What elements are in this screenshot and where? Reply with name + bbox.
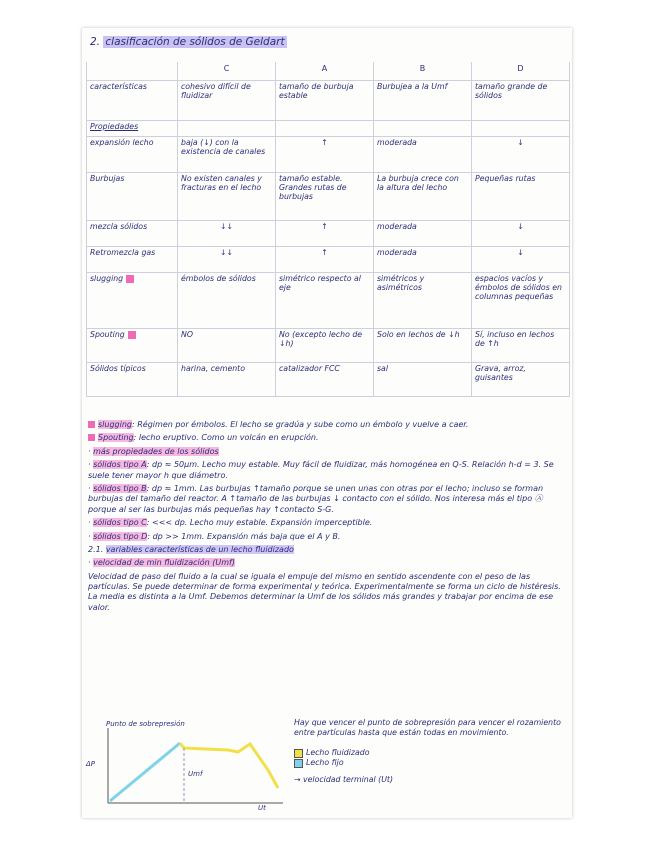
- table-cell: [276, 121, 374, 137]
- table-cell: ↓: [472, 221, 570, 247]
- umf-graph: [88, 718, 288, 813]
- note-term: slugging: [98, 420, 132, 429]
- row-label: expansión lecho: [87, 137, 178, 173]
- row-label: Sólidos típicos: [87, 363, 178, 397]
- table-cell: ↓↓: [178, 221, 276, 247]
- table-header-cell: [87, 62, 178, 81]
- geldart-table: [86, 62, 570, 397]
- table-cell: moderada: [374, 137, 472, 173]
- note-type-d: · sólidos tipo D: dp >> 1mm. Expansión más baja que el A y B.: [88, 531, 341, 541]
- table-row: [87, 363, 570, 397]
- table-cell: ↑: [276, 247, 374, 273]
- graph-peak-label: Punto de sobrepresión: [106, 720, 185, 728]
- umf-graph-svg: [88, 718, 288, 813]
- blue-swatch: [294, 759, 303, 768]
- table-cell: ↑: [276, 221, 374, 247]
- graph-y-label: ΔP: [86, 760, 96, 768]
- table-row: [87, 329, 570, 363]
- note-type-c: · sólidos tipo C: <<< dp. Lecho muy estable. Expansión imperceptible.: [88, 518, 373, 528]
- table-cell: NO: [178, 329, 276, 363]
- table-header-cell: B: [374, 62, 472, 81]
- table-cell: ↓: [472, 247, 570, 273]
- legend-item-fixed: [294, 758, 564, 768]
- pink-bullet: [88, 434, 95, 441]
- table-cell: Pequeñas rutas: [472, 173, 570, 221]
- note-term: sólidos tipo D: [93, 531, 148, 541]
- note-more-props: · más propiedades de los sólidos: [88, 446, 219, 456]
- table-cell: simétricos y asimétricos: [374, 273, 472, 329]
- table-cell: [374, 121, 472, 137]
- table-cell: espacios vacíos y émbolos de sólidos en columnas pequeñas: [472, 273, 570, 329]
- table-row: [87, 173, 570, 221]
- table-cell: Grava, arroz, guisantes: [472, 363, 570, 397]
- row-label: Spouting: [90, 330, 125, 339]
- graph-legend: [294, 718, 564, 785]
- graph-umf-label: Umf: [188, 770, 203, 778]
- fluid-bed-line: [180, 743, 278, 788]
- fixed-bed-line: [110, 743, 180, 801]
- note-term: sólidos tipo C: [93, 518, 147, 528]
- table-cell: émbolos de sólidos: [178, 273, 276, 329]
- table-row: [87, 81, 570, 121]
- table-cell: No (excepto lecho de ↓h): [276, 329, 374, 363]
- table-row: [87, 273, 570, 329]
- row-label: slugging: [90, 274, 124, 283]
- row-label: Retromezcla gas: [87, 247, 178, 273]
- section-title: [90, 36, 287, 48]
- table-row: [87, 221, 570, 247]
- table-row: [87, 137, 570, 173]
- note-text: : dp >> 1mm. Expansión más baja que el A y B.: [147, 531, 341, 541]
- section-number: 2.: [90, 36, 101, 48]
- yellow-swatch: [294, 749, 303, 758]
- note-term: velocidad de min fluidización (Umf): [93, 558, 235, 568]
- table-cell: moderada: [374, 247, 472, 273]
- table-cell: Burbujea a la Umf: [374, 81, 472, 121]
- row-label: Burbujas: [87, 173, 178, 221]
- subsection-title: [88, 545, 566, 555]
- table-cell: cohesivo difícil de fluidizar: [178, 81, 276, 121]
- note-type-a: · sólidos tipo A: dp ≈ 50μm. Lecho muy estable. Muy fácil de fluidizar, más homogénea en Q-S. Relación h-d = 3. Se suele tener mayor h que diámetro.: [88, 460, 554, 480]
- row-label-cell: [87, 329, 178, 363]
- properties-header: Propiedades: [87, 121, 178, 137]
- highlight-mark: [128, 331, 136, 339]
- note-term: Spouting: [98, 433, 134, 443]
- note-text: : <<< dp. Lecho muy estable. Expansión imperceptible.: [146, 518, 373, 528]
- table-cell: sal: [374, 363, 472, 397]
- note-term: sólidos tipo A: [93, 460, 147, 470]
- table-cell: tamaño estable. Grandes rutas de burbujas: [276, 173, 374, 221]
- table-cell: simétrico respecto al eje: [276, 273, 374, 329]
- table-cell: [178, 121, 276, 137]
- table-row: [87, 247, 570, 273]
- legend-label: Lecho fluidizado: [306, 748, 370, 758]
- table-cell: No existen canales y fracturas en el lecho: [178, 173, 276, 221]
- table-header-cell: D: [472, 62, 570, 81]
- table-header-cell: A: [276, 62, 374, 81]
- section-title-text: clasificación de sólidos de Geldart: [105, 36, 285, 48]
- table-cell: moderada: [374, 221, 472, 247]
- note-text: : lecho eruptivo. Como un volcán en erupción.: [133, 433, 319, 443]
- table-cell: baja (↓) con la existencia de canales: [178, 137, 276, 173]
- legend-label: Lecho fijo: [306, 758, 344, 768]
- note-slugging: [88, 420, 566, 430]
- table-row: [87, 121, 570, 137]
- row-label: características: [87, 81, 178, 121]
- table-cell: harina, cemento: [178, 363, 276, 397]
- note-text: : dp ≈ 1mm. Las burbujas ↑tamaño porque se unen unas con otras por el lecho; incluso se forman burbujas del tamaño del reactor. A ↑tamaño de las burbujas ↓ contacto con el sólido. Nos interesa más el tipo Ⓐ porque al ser las burbujas más pequeñas hay ↑contacto S-G.: [88, 483, 544, 514]
- table-cell: catalizador FCC: [276, 363, 374, 397]
- legend-explanation: Hay que vencer el punto de sobrepresión para vencer el rozamiento entre partículas hasta que están todas en movimiento.: [294, 718, 561, 738]
- note-term: más propiedades de los sólidos: [93, 446, 219, 456]
- notes-block: [88, 420, 566, 616]
- legend-terminal: → velocidad terminal (Ut): [294, 774, 394, 784]
- table-cell: tamaño grande de sólidos: [472, 81, 570, 121]
- table-cell: tamaño de burbuja estable: [276, 81, 374, 121]
- note-text: : dp ≈ 50μm. Lecho muy estable. Muy fácil de fluidizar, más homogénea en Q-S. Relación h-d = 3. Se suele tener mayor h que diámetro.: [88, 460, 554, 480]
- notebook-page: [82, 28, 572, 818]
- table-header-row: [87, 62, 570, 81]
- pink-bullet: [88, 421, 95, 428]
- subsection-title-text: variables características de un lecho fluidizado: [105, 544, 294, 554]
- note-type-b: · sólidos tipo B: dp ≈ 1mm. Las burbujas ↑tamaño porque se unen unas con otras por el lecho; incluso se forman burbujas del tamaño del reactor. A ↑tamaño de las burbujas ↓ contacto con el sólido. Nos interesa más el tipo Ⓐ porque al ser las burbujas más pequeñas hay ↑contacto S-G.: [88, 483, 544, 514]
- note-spouting: [88, 433, 566, 443]
- table-cell: ↓: [472, 137, 570, 173]
- legend-terminal-text: velocidad terminal (Ut): [303, 774, 394, 784]
- table-cell: ↓↓: [178, 247, 276, 273]
- table-header-cell: C: [178, 62, 276, 81]
- row-label-cell: [87, 273, 178, 329]
- table-cell: Sí, incluso en lechos de ↑h: [472, 329, 570, 363]
- note-term: sólidos tipo B: [93, 483, 147, 493]
- table-cell: [472, 121, 570, 137]
- row-label: mezcla sólidos: [87, 221, 178, 247]
- table-cell: Solo en lechos de ↓h: [374, 329, 472, 363]
- note-umf-text: Velocidad de paso del fluido a la cual se iguala el empuje del mismo en sentido ascendente con el peso de las partículas. Se puede determinar de forma experimental y teórica. Experimentalmente se forma un ciclo de histéresis. La media es distinta a la Umf. Debemos determinar la Umf de los sólidos más grandes y trabajar por encima de ese valor.: [88, 571, 561, 612]
- highlight-mark: [126, 275, 134, 283]
- graph-x-label: Ut: [258, 804, 266, 812]
- note-text: : Régimen por émbolos. El lecho se gradúa y sube como un émbolo y vuelve a caer.: [132, 420, 469, 429]
- note-umf: · velocidad de min fluidización (Umf): [88, 558, 235, 568]
- legend-item-fluid: [294, 748, 564, 758]
- table-cell: La burbuja crece con la altura del lecho: [374, 173, 472, 221]
- subsection-number: 2.1.: [88, 544, 104, 554]
- table-cell: ↑: [276, 137, 374, 173]
